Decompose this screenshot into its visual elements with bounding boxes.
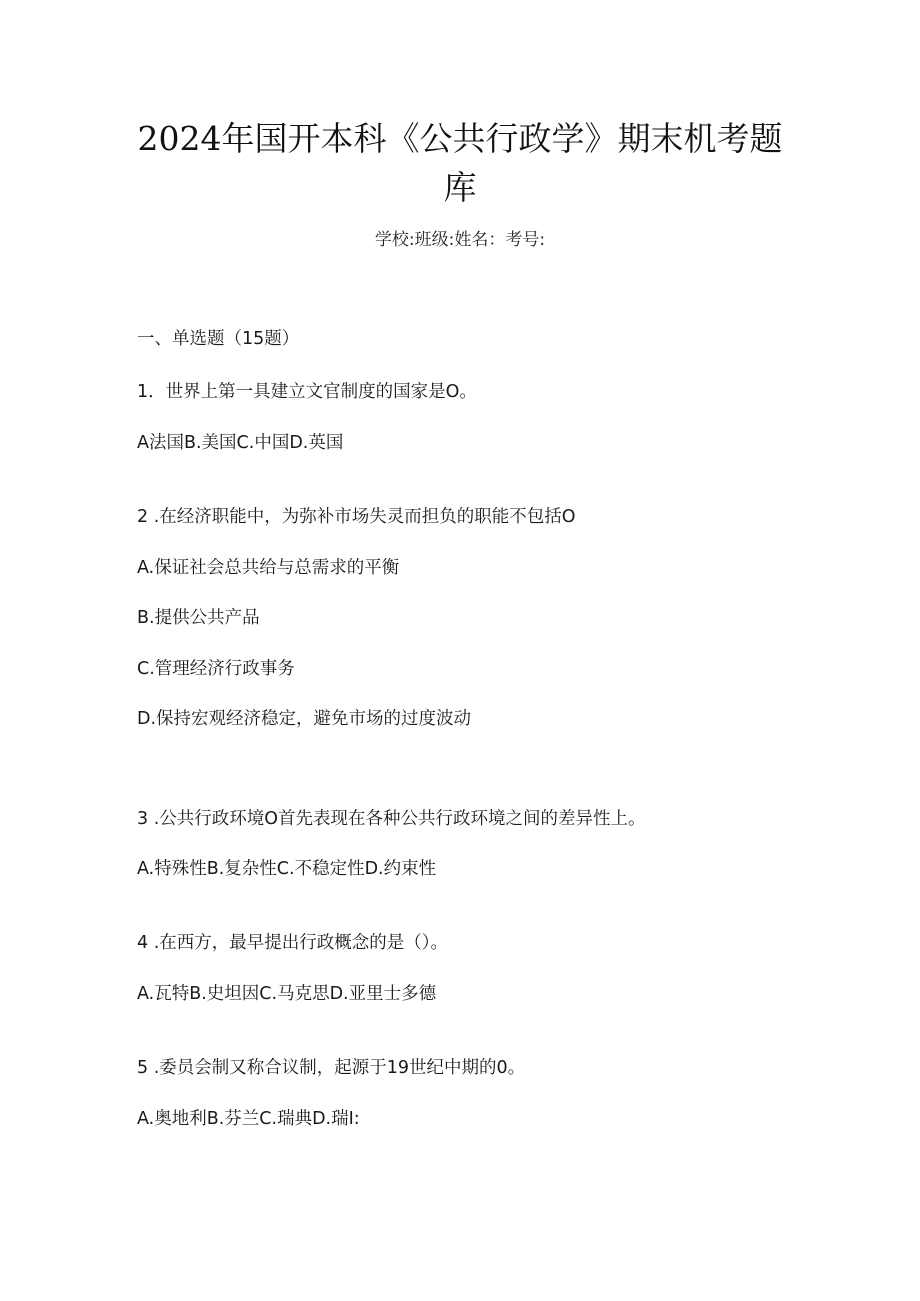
- question-options: A.奥地利B.芬兰C.瑞典D.瑞I:: [137, 1109, 360, 1129]
- document-title-line1: 2024年国开本科《公共行政学》期末机考题: [137, 119, 783, 158]
- question-option: D.保持宏观经济稳定，避免市场的过度波动: [137, 709, 472, 729]
- question-stem: 3 .公共行政环境O首先表现在各种公共行政环境之间的差异性上。: [137, 809, 646, 829]
- question-options: A.特殊性B.复杂性C.不稳定性D.约束性: [137, 859, 437, 879]
- question-option: B.提供公共产品: [137, 608, 260, 628]
- section-heading: 一、单选题（15题）: [137, 329, 300, 349]
- question-stem: 2 .在经济职能中，为弥补市场失灵而担负的职能不包括O: [137, 507, 576, 527]
- question-option: C.管理经济行政事务: [137, 659, 295, 679]
- question-options: A.瓦特B.史坦因C.马克思D.亚里士多德: [137, 984, 437, 1004]
- question-stem: 1．世界上第一具建立文官制度的国家是O。: [137, 382, 477, 402]
- question-options: A法国B.美国C.中国D.英国: [137, 433, 344, 453]
- document-title-line2: 库: [443, 168, 477, 207]
- question-stem: 5 .委员会制又称合议制，起源于19世纪中期的0。: [137, 1058, 526, 1078]
- question-stem: 4 .在西方，最早提出行政概念的是（）。: [137, 933, 449, 953]
- question-option: A.保证社会总共给与总需求的平衡: [137, 558, 400, 578]
- student-info-line: 学校:班级:姓名：考号:: [374, 230, 546, 250]
